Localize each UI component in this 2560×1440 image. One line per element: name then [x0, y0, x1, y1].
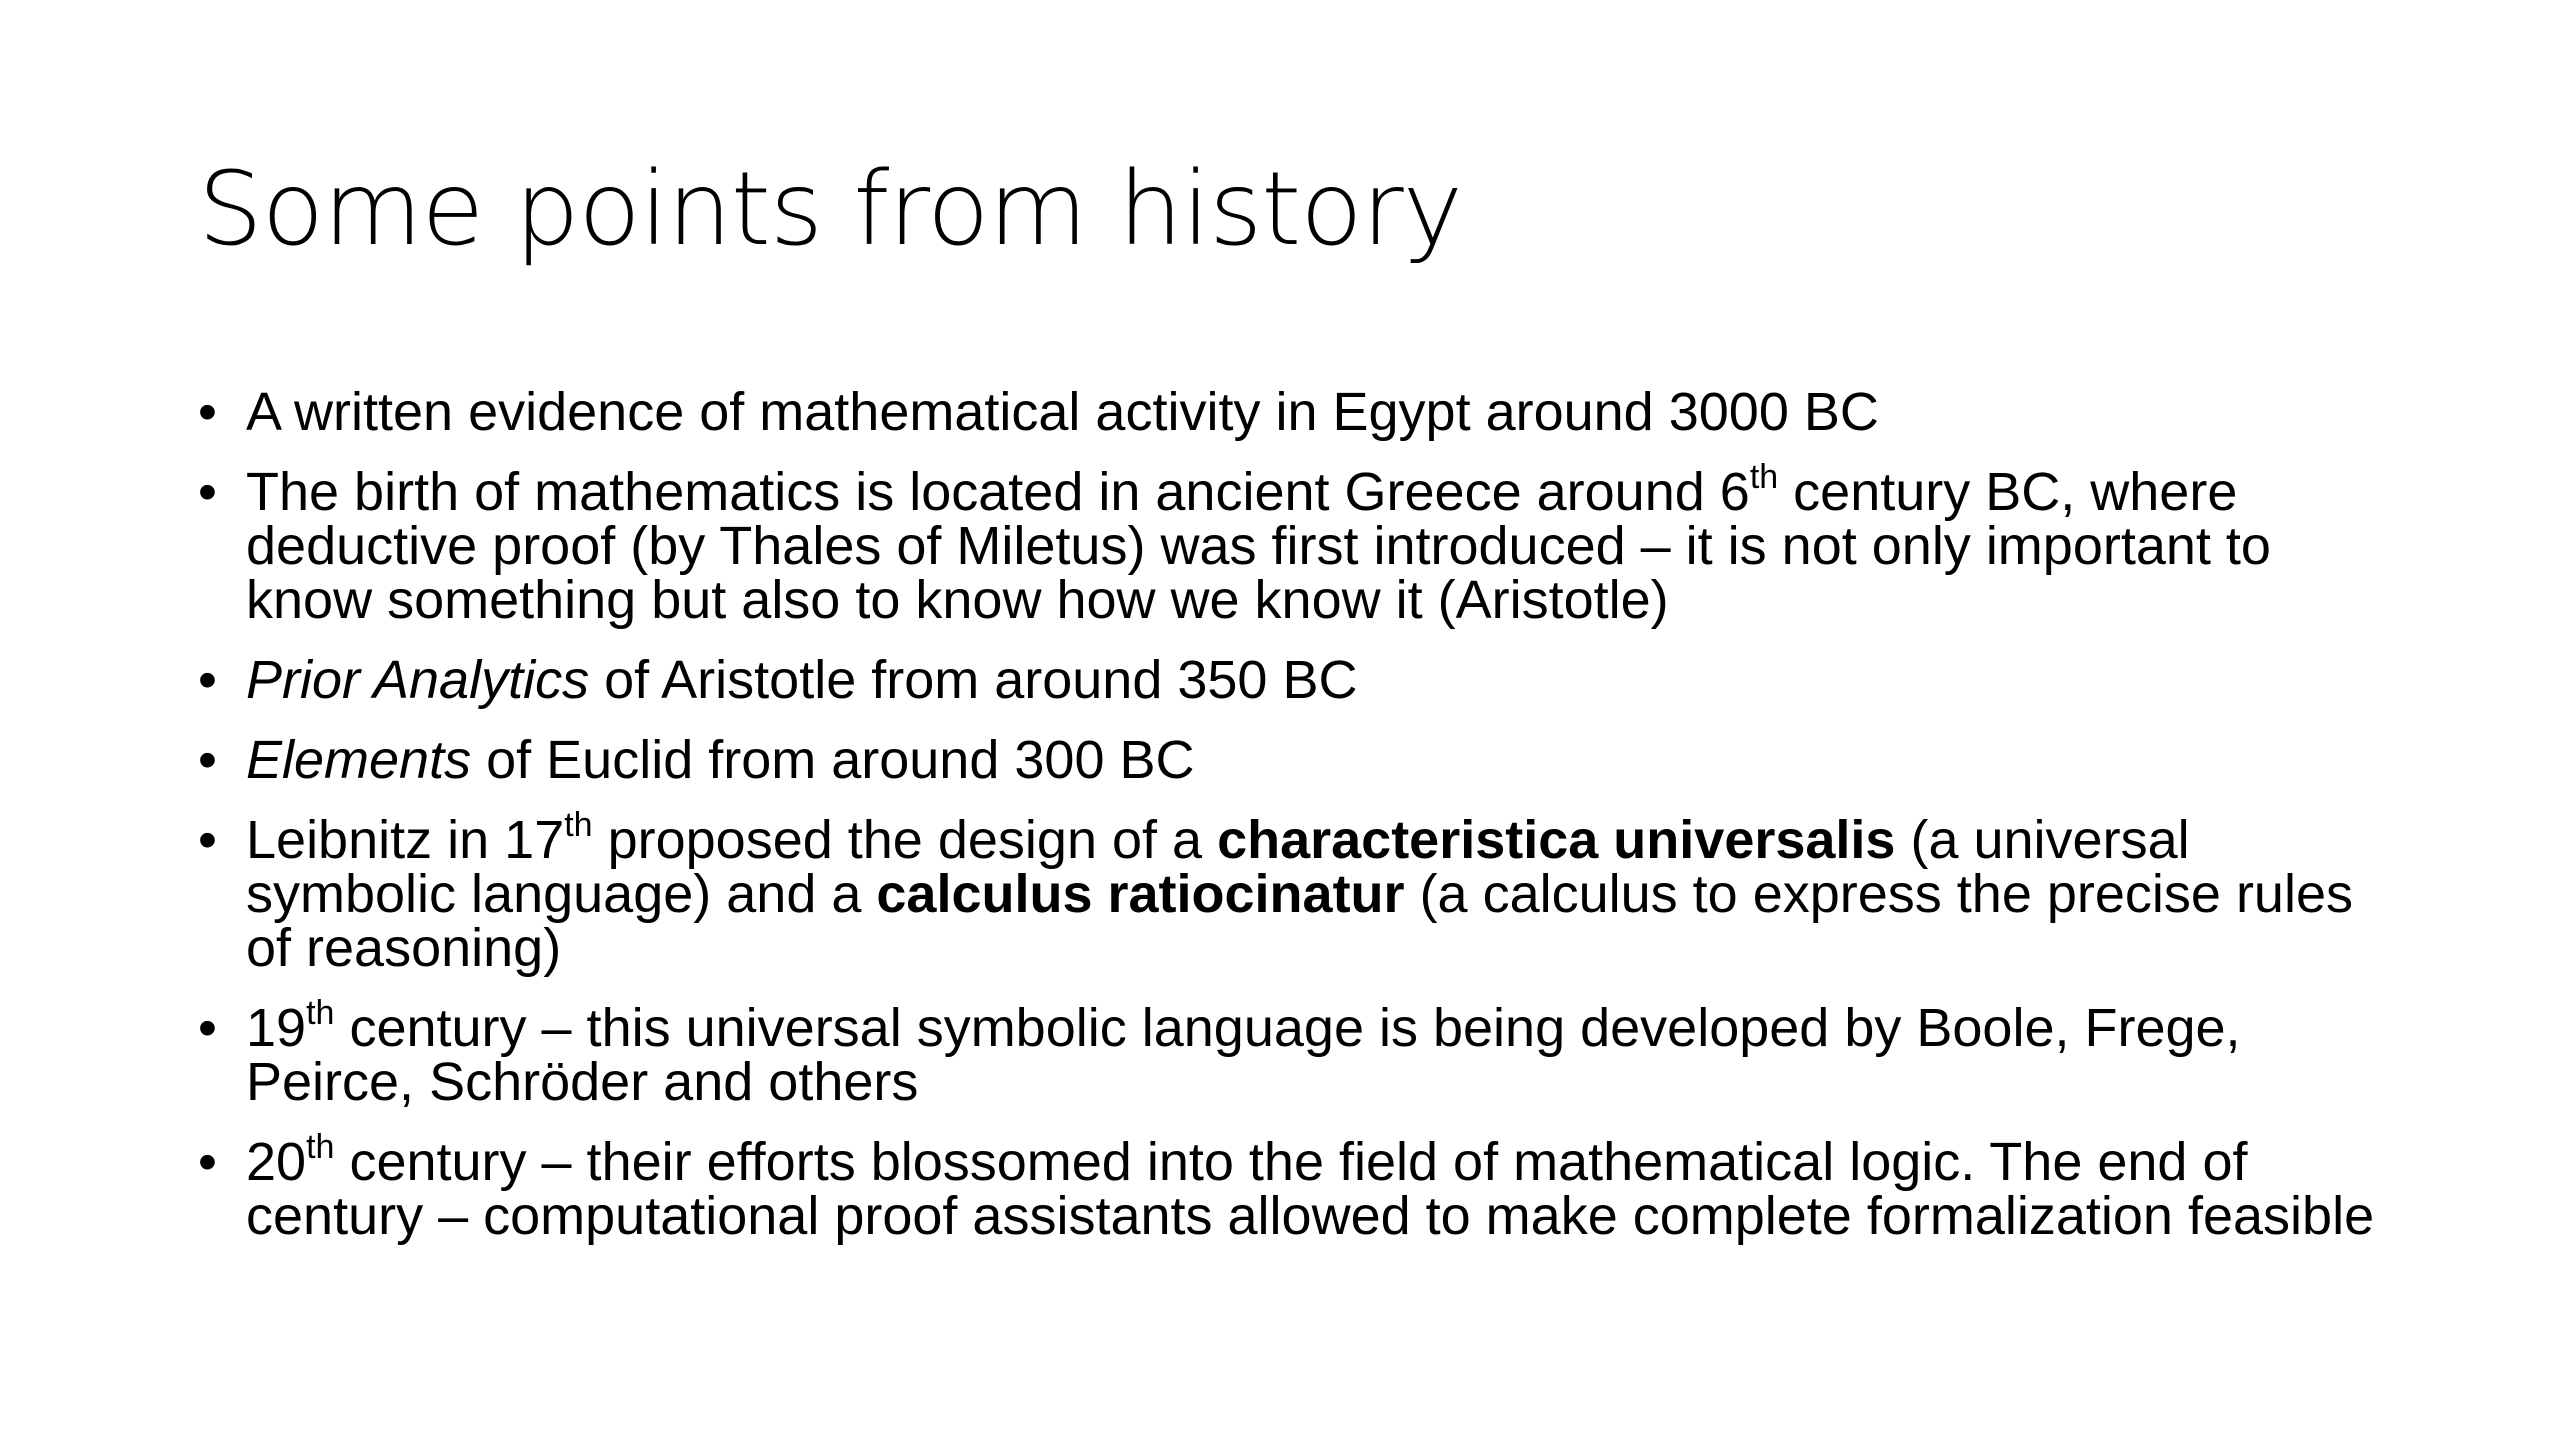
- ordinal-suffix: th: [306, 1128, 335, 1166]
- bold-term: characteristica universalis: [1217, 810, 1896, 870]
- ordinal-suffix: th: [306, 994, 335, 1032]
- bullet-item: [198, 730, 2378, 790]
- bullet-text: proposed the design of a: [592, 810, 1218, 870]
- bullet-text: century – their efforts blossomed into the field of mathematical logic. The end of century – computational proof assistants allowed to make complete formalization feasible: [246, 1132, 2375, 1246]
- bullet-dot: •: [198, 382, 217, 442]
- bullet-dot: •: [198, 1132, 217, 1192]
- bullet-dot: •: [198, 730, 217, 790]
- bullet-text: A written evidence of mathematical activity in Egypt around 3000 BC: [246, 382, 1879, 442]
- bullet-text: 20: [246, 1132, 307, 1192]
- bullet-item: [198, 1128, 2378, 1246]
- bullet-list: [198, 382, 2378, 1269]
- bullet-dot: •: [198, 998, 217, 1058]
- bullet-text: (a calculus to express the precise rules of reasoning): [246, 864, 2353, 978]
- bullet-text: The birth of mathematics is located in ancient Greece around 6: [246, 462, 1750, 522]
- ordinal-suffix: th: [1749, 458, 1779, 496]
- bullet-item: [198, 994, 2378, 1112]
- bullet-dot: •: [198, 810, 217, 870]
- bullet-item: [198, 650, 2378, 710]
- bullet-text: Leibnitz in 17: [246, 810, 565, 870]
- bullet-item: [198, 806, 2378, 978]
- bold-term: calculus ratiocinatur: [876, 864, 1405, 924]
- bullet-dot: •: [198, 650, 217, 710]
- bullet-text: of Aristotle from around 350 BC: [589, 650, 1358, 710]
- bullet-dot: •: [198, 462, 217, 522]
- bullet-text: century – this universal symbolic language is being developed by Boole, Frege, Peirce, Schröder and others: [246, 998, 2241, 1112]
- bullet-item: [198, 382, 2378, 442]
- bullet-text: (a universal symbolic language) and a: [246, 810, 2190, 924]
- ordinal-suffix: th: [564, 806, 593, 844]
- book-title: Elements: [246, 730, 472, 790]
- bullet-text: century BC, where deductive proof (by Thales of Miletus) was first introduced – it is not only important to know something but also to know how we know it (Aristotle): [246, 462, 2271, 630]
- bullet-text: of Euclid from around 300 BC: [471, 730, 1195, 790]
- book-title: Prior Analytics: [246, 650, 590, 710]
- slide-title: Some points from history: [198, 150, 1462, 269]
- bullet-text: 19: [246, 998, 307, 1058]
- bullet-item: [198, 458, 2378, 630]
